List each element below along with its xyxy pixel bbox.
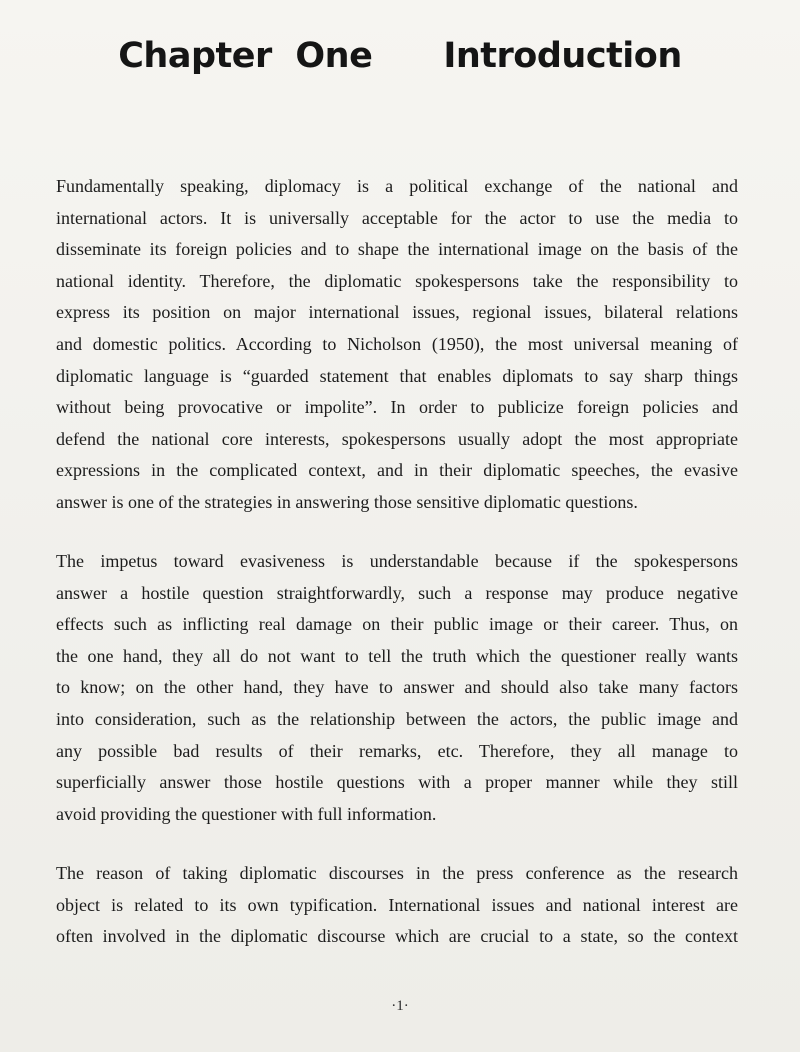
paragraph-line: to know; on the other hand, they have to answer and should also take many factors [56,677,738,698]
paragraph-line: often involved in the diplomatic discourse which are crucial to a state, so the context [56,926,738,947]
paragraph-line: national identity. Therefore, the diplomatic spokespersons take the responsibility to [56,270,738,291]
paragraph-line: the one hand, they all do not want to tell the truth which the questioner really wants [56,645,738,666]
paragraph-line: any possible bad results of their remarks, etc. Therefore, they all manage to [56,740,738,761]
paragraph-line: The impetus toward evasiveness is understandable because if the spokespersons [56,551,738,571]
paragraph-2 [56,546,738,830]
paragraph-1 [56,171,738,519]
paragraph-line: without being provocative or impolite”. In order to publicize foreign policies and [56,397,738,418]
page-number: ·1· [391,998,409,1014]
paragraph-line: defend the national core interests, spokespersons usually adopt the most appropriate [56,428,738,449]
paragraph-line: The reason of taking diplomatic discourses in the press conference as the research [56,863,738,883]
paragraph-line: and domestic politics. According to Nicholson (1950), the most universal meaning of [56,333,738,354]
paragraph-line: into consideration, such as the relationship between the actors, the public image and [56,708,738,729]
paragraph-line: Fundamentally speaking, diplomacy is a political exchange of the national and [56,176,738,196]
paragraph-line: superficially answer those hostile questions with a proper manner while they still [56,772,738,793]
paragraph-3 [56,858,738,953]
chapter-title: Chapter One Introduction [118,36,682,76]
paragraph-line: avoid providing the questioner with full information. [56,803,437,824]
paragraph-line: answer is one of the strategies in answering those sensitive diplomatic questions. [56,491,638,512]
paragraph-line: disseminate its foreign policies and to shape the international image on the basis of the [56,239,738,260]
paragraph-line: international actors. It is universally acceptable for the actor to use the media to [56,207,738,228]
paragraph-line: expressions in the complicated context, and in their diplomatic speeches, the evasive [56,460,738,481]
paragraph-line: diplomatic language is “guarded statement that enables diplomats to say sharp things [56,365,738,386]
paragraph-line: express its position on major international issues, regional issues, bilateral relations [56,302,738,323]
paragraph-line: answer a hostile question straightforwardly, such a response may produce negative [56,582,738,603]
paragraph-line: object is related to its own typification. International issues and national interest are [56,894,738,915]
paragraph-line: effects such as inflicting real damage on their public image or their career. Thus, on [56,614,738,635]
